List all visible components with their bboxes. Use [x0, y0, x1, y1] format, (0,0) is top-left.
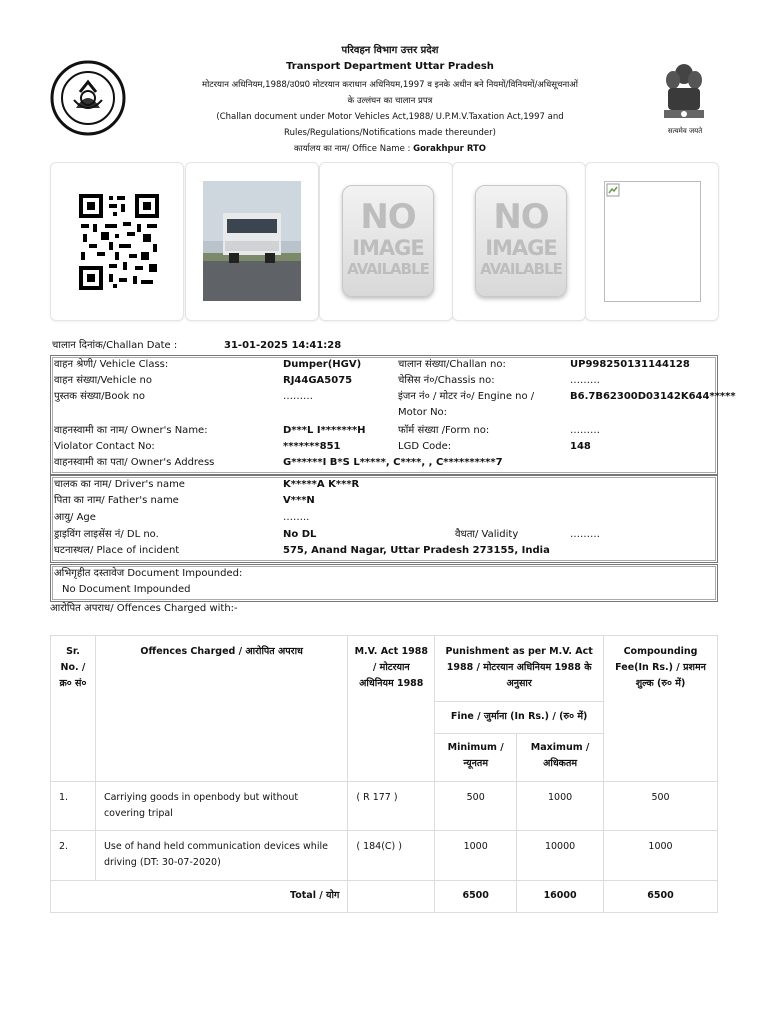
table-row — [51, 831, 718, 881]
table-row — [51, 782, 718, 831]
challan-date-value: 31-01-2025 14:41:28 — [224, 340, 342, 351]
no-image-card-2 — [452, 162, 586, 321]
form-no-label: फॉर्म संख्या /Form no: — [398, 425, 490, 436]
impound-label: अभिगृहीत दस्तावेज Document Impounded: — [54, 568, 243, 579]
age-value: …….. — [283, 512, 310, 523]
act-line-hindi-2: के उल्लंघन का चालान प्रपत्र — [347, 96, 433, 106]
engine-no-label: इंजन नं० / मोटर नं०/ Engine no / — [398, 391, 535, 402]
owner-address-value: G******I B*S L*****, C****, , C**********7 — [283, 457, 503, 468]
header-mv-act: M.V. Act 1988 / मोटरयान अधिनियम 1988 — [348, 636, 435, 782]
broken-image-card — [585, 162, 719, 321]
header-punishment: Punishment as per M.V. Act 1988 / मोटरयान अधिनियम 1988 के अनुसार — [435, 636, 604, 702]
vehicle-photo — [203, 181, 301, 301]
row-offence: Carriying goods in openbody but without covering tripal — [95, 782, 347, 831]
emblem-caption: सत्यमेव जयते — [667, 127, 703, 135]
impound-value: No Document Impounded — [62, 584, 191, 595]
qr-code-card — [50, 162, 184, 321]
row-sr: 2. — [51, 831, 96, 881]
row-min: 500 — [435, 782, 517, 831]
vehicle-no-label: वाहन संख्या/Vehicle no — [54, 375, 152, 386]
challan-date-label: चालान दिनांक/Challan Date : — [52, 340, 178, 351]
qr-code — [79, 194, 159, 290]
row-max: 1000 — [517, 782, 604, 831]
owner-address-label: वाहनस्वामी का पता/ Owner's Address — [54, 457, 215, 468]
vehicle-photo-card — [185, 162, 319, 321]
act-line-hindi: मोटरयान अधिनियम,1988/उ0प्र0 मोटरयान कराधान अधिनियम,1997 व इनके अधीन बने नियमों/विनियमों/अधिसूचनाओं — [202, 80, 578, 90]
lgd-code-label: LGD Code: — [398, 441, 452, 452]
no-image-card-1 — [319, 162, 453, 321]
total-min: 6500 — [435, 881, 517, 913]
row-min: 1000 — [435, 831, 517, 881]
total-label: Total / योग — [51, 881, 348, 913]
no-image-placeholder: NO IMAGE AVAILABLE — [342, 185, 434, 297]
dept-title-hindi: परिवहन विभाग उत्तर प्रदेश — [341, 45, 439, 56]
total-max: 16000 — [517, 881, 604, 913]
challan-no-value: UP998250131144128 — [570, 359, 690, 370]
header-fine: Fine / जुर्माना (In Rs.) / (रु० में) — [435, 702, 604, 734]
up-government-seal — [50, 58, 126, 138]
offences-title: आरोपित अपराध/ Offences Charged with:- — [50, 603, 238, 614]
broken-image — [604, 181, 701, 302]
book-no-label: पुस्तक संख्या/Book no — [54, 391, 146, 402]
place-value: 575, Anand Nagar, Uttar Pradesh 273155, India — [283, 545, 550, 556]
header-sr-no: Sr. No. / क्र० सं० — [51, 636, 96, 782]
contact-value: *******851 — [283, 441, 341, 452]
dl-no-label: ड्राइविंग लाइसेंस नं/ DL no. — [54, 529, 159, 540]
act-line-english-2: Rules/Regulations/Notifications made thereunder) — [284, 128, 496, 138]
father-name-value: V***N — [283, 495, 315, 506]
validity-value: ……… — [570, 529, 600, 540]
row-fee: 500 — [604, 782, 718, 831]
header-compounding-fee: Compounding Fee(In Rs.) / प्रशमन शुल्क (रु० में) — [604, 636, 718, 782]
row-max: 10000 — [517, 831, 604, 881]
age-label: आयु/ Age — [54, 512, 96, 523]
owner-name-value: D***L I*******H — [283, 425, 366, 436]
challan-no-label: चालान संख्या/Challan no: — [398, 359, 506, 370]
header-maximum: Maximum / अधिकतम — [517, 734, 604, 782]
row-fee: 1000 — [604, 831, 718, 881]
lgd-code-value: 148 — [570, 441, 591, 452]
engine-no-label-2: Motor No: — [398, 407, 448, 418]
header-offence: Offences Charged / आरोपित अपराध — [95, 636, 347, 782]
vehicle-no-value: RJ44GA5075 — [283, 375, 353, 386]
dl-no-value: No DL — [283, 529, 317, 540]
total-fee: 6500 — [604, 881, 718, 913]
chassis-label: चेसिस नं०/Chassis no: — [398, 375, 495, 386]
row-act: ( R 177 ) — [348, 782, 435, 831]
broken-image-icon — [606, 183, 620, 197]
form-no-value: ……… — [570, 425, 600, 436]
total-row — [51, 881, 718, 913]
row-sr: 1. — [51, 782, 96, 831]
father-name-label: पिता का नाम/ Father's name — [54, 495, 179, 506]
driver-name-label: चालक का नाम/ Driver's name — [54, 479, 185, 490]
header-minimum: Minimum / न्यूनतम — [435, 734, 517, 782]
place-label: घटनास्थल/ Place of incident — [54, 545, 180, 556]
owner-name-label: वाहनस्वामी का नाम/ Owner's Name: — [54, 425, 208, 436]
vehicle-class-value: Dumper(HGV) — [283, 359, 362, 370]
engine-no-value: B6.7B62300D03142K644***** — [570, 391, 736, 402]
validity-label: वैधता/ Validity — [455, 529, 519, 540]
office-name: कार्यालय का नाम/ Office Name : Gorakhpur RTO — [293, 144, 487, 154]
chassis-value: ……… — [570, 375, 600, 386]
no-image-placeholder: NO IMAGE AVAILABLE — [475, 185, 567, 297]
dept-title-english: Transport Department Uttar Pradesh — [286, 61, 494, 72]
book-no-value: ……… — [283, 391, 313, 402]
offences-table — [50, 635, 718, 913]
row-act: ( 184(C) ) — [348, 831, 435, 881]
contact-label: Violator Contact No: — [54, 441, 155, 452]
act-line-english: (Challan document under Motor Vehicles Act,1988/ U.P.M.V.Taxation Act,1997 and — [216, 112, 564, 122]
driver-name-value: K*****A K***R — [283, 479, 360, 490]
row-offence: Use of hand held communication devices while driving (DT: 30-07-2020) — [95, 831, 347, 881]
vehicle-class-label: वाहन श्रेणी/ Vehicle Class: — [54, 359, 169, 370]
